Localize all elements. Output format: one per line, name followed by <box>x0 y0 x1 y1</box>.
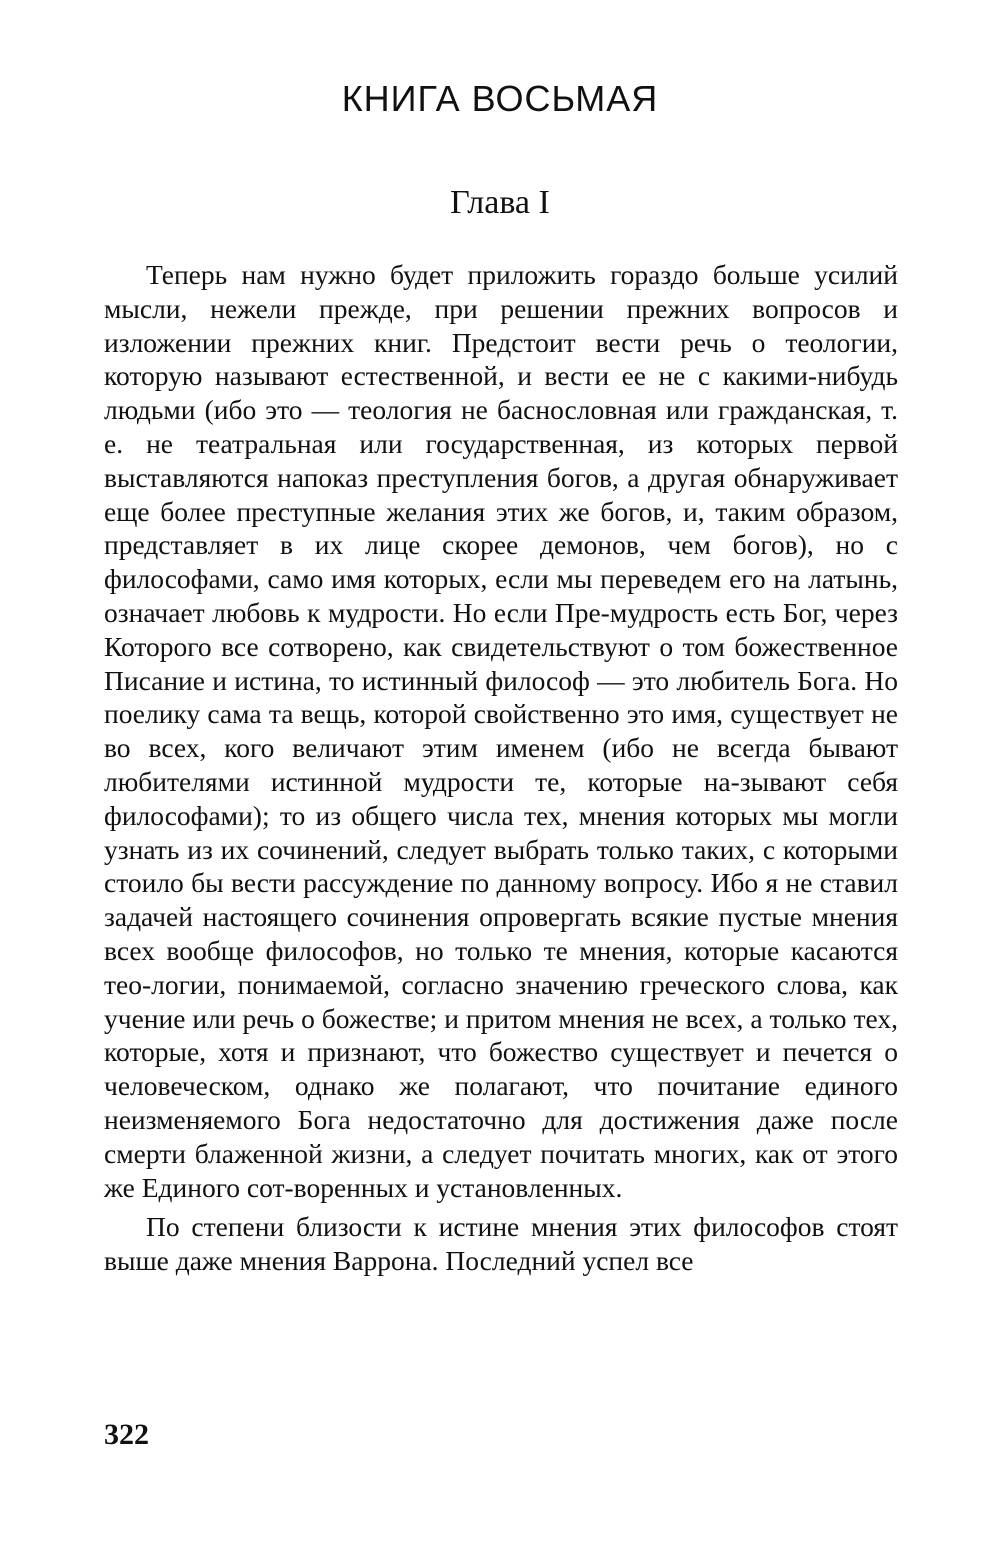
body-text <box>104 258 898 1278</box>
page-number: 322 <box>104 1418 149 1451</box>
chapter-title: Глава I <box>450 184 550 221</box>
paragraph-2: По степени близости к истине мнения этих философов стоят выше даже мнения Варрона. Последний успел все <box>104 1211 898 1277</box>
book-title: КНИГА ВОСЬМАЯ <box>341 78 659 119</box>
paragraph-1: Теперь нам нужно будет приложить гораздо больше усилий мысли, нежели прежде, при решении прежних вопросов и изложении прежних книг. Предстоит вести речь о теологии, которую называют естественной, и вести ее не с какими-нибудь людьми (ибо это — теология не баснословная или гражданская, т. е. не театральная или государственная, из которых первой выставляются напоказ преступления богов, а другая обнаруживает еще более преступные желания этих же богов, и, таким образом, представляет в их лице скорее демонов, чем богов), но с философами, само имя которых, если мы переведем его на латынь, означает любовь к мудрости. Но если Пре-мудрость есть Бог, через Которого все сотворено, как свидетельствуют о том божественное Писание и истина, то истинный философ — это любитель Бога. Но поелику сама та вещь, которой свойственно это имя, существует не во всех, кого величают этим именем (ибо не всегда бывают любителями истинной мудрости те, которые на-зывают себя философами); то из общего числа тех, мнения которых мы могли узнать из их сочинений, следует выбрать только таких, с которыми стоило бы вести рассуждение по данному вопросу. Ибо я не ставил задачей настоящего сочинения опровергать всякие пустые мнения всех вообще философов, но только те мнения, которые касаются тео-логии, понимаемой, согласно значению греческого слова, как учение или речь о божестве; и притом мнения не всех, а только тех, которые, хотя и признают, что божество существует и печется о человеческом, однако же полагают, что почитание единого неизменяемого Бога недостаточно для достижения даже после смерти блаженной жизни, а следует почитать многих, как от этого же Единого сот-воренных и установленных. <box>104 259 898 1203</box>
